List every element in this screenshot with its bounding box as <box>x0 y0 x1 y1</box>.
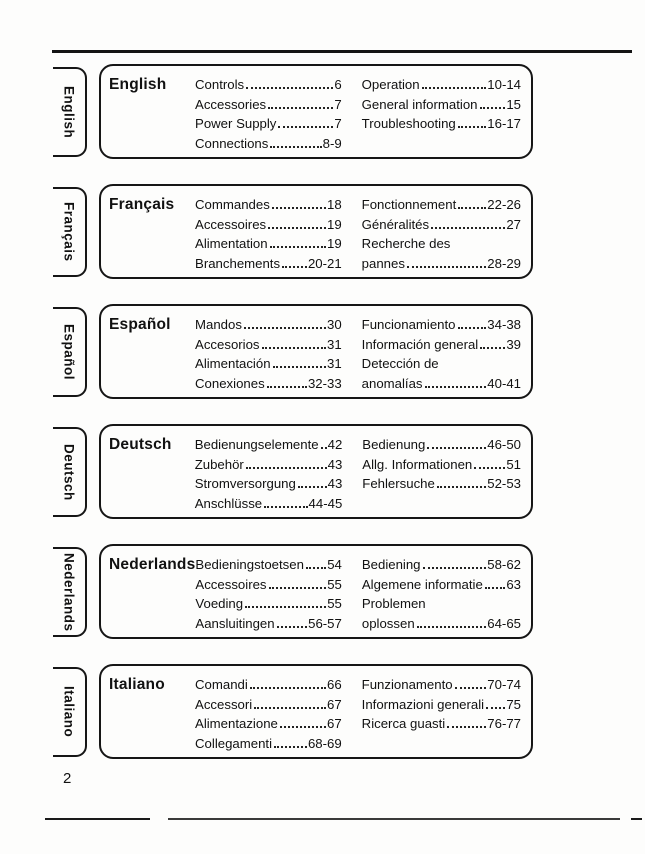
toc-entry-label: Comandi <box>195 677 248 692</box>
toc-entry-label: Power Supply <box>195 116 277 131</box>
toc-entry <box>362 455 521 475</box>
language-name: English <box>109 76 167 93</box>
toc-entry-page: 30 <box>327 317 342 332</box>
toc-entry-label: pannes <box>361 255 405 271</box>
toc-column-2 <box>362 315 521 397</box>
toc-entry-label: Alimentazione <box>195 716 278 731</box>
language-tab-espanol <box>53 307 87 397</box>
dotted-leader <box>431 227 505 229</box>
dotted-leader <box>268 107 333 109</box>
toc-entry <box>195 315 342 335</box>
dotted-leader <box>269 587 327 589</box>
toc-entry-page: 15 <box>506 96 522 112</box>
toc-column-1 <box>195 675 342 757</box>
toc-box-italiano <box>99 664 533 759</box>
toc-box-english <box>99 64 533 159</box>
toc-entry-page: 6 <box>334 77 342 92</box>
dotted-leader <box>423 567 487 569</box>
toc-column-2 <box>362 555 521 637</box>
toc-entry-page: 70-74 <box>487 677 522 692</box>
dotted-leader <box>458 126 487 128</box>
language-name: Français <box>109 196 175 213</box>
dotted-leader <box>417 626 487 628</box>
section-italiano <box>0 664 645 759</box>
dotted-leader <box>270 146 321 148</box>
language-name: Español <box>109 316 171 333</box>
dotted-leader <box>486 707 505 709</box>
toc-entry <box>195 75 342 95</box>
toc-entry-label: Accesorios <box>195 336 260 352</box>
toc-entry <box>195 474 343 494</box>
toc-entry-label: oplossen <box>361 615 415 631</box>
toc-entry-label: Alimentación <box>195 356 271 371</box>
toc-entry-label: Alimentation <box>195 236 268 251</box>
toc-entry-label: Controls <box>195 77 245 92</box>
page-number: 2 <box>63 770 72 787</box>
dotted-leader <box>427 447 486 449</box>
toc-entry <box>362 254 521 274</box>
dotted-leader <box>250 687 326 689</box>
dotted-leader <box>306 567 326 569</box>
toc-entry <box>362 675 521 695</box>
toc-entry <box>195 215 342 235</box>
dotted-leader <box>298 486 327 488</box>
toc-entry <box>362 335 521 355</box>
toc-entry <box>362 95 521 115</box>
toc-entry-label: Recherche des <box>361 236 451 251</box>
toc-entry <box>195 195 342 215</box>
toc-entry-label: Accessori <box>195 696 253 712</box>
dotted-leader <box>262 347 326 349</box>
toc-entry-label: General information <box>361 96 478 112</box>
toc-entry-page: 75 <box>506 696 522 712</box>
toc-entry <box>362 575 521 595</box>
toc-entry <box>362 474 521 494</box>
section-francais <box>0 184 645 279</box>
dotted-leader <box>480 107 506 109</box>
language-tab-label: Italiano <box>61 686 77 738</box>
dotted-leader <box>425 386 487 388</box>
language-tab-deutsch <box>53 427 87 517</box>
toc-entry-page: 20-21 <box>307 255 342 271</box>
dotted-leader <box>321 447 327 449</box>
dotted-leader <box>254 707 326 709</box>
toc-entry-page: 7 <box>334 116 342 131</box>
toc-entry <box>362 435 521 455</box>
toc-entry-label: Algemene informatie <box>361 576 483 592</box>
dotted-leader <box>246 87 333 89</box>
language-name: Deutsch <box>109 436 172 453</box>
toc-entry-page: 8-9 <box>322 135 342 151</box>
toc-entry-label: Funzionamento <box>361 677 453 692</box>
section-espanol <box>0 304 645 399</box>
dotted-leader <box>480 347 505 349</box>
toc-entry-label: Fehlersuche <box>362 476 435 491</box>
toc-column-1 <box>195 75 342 157</box>
toc-entry-page: 55 <box>327 596 342 611</box>
toc-entry-label: Informazioni generali <box>361 696 485 712</box>
dotted-leader <box>280 726 326 728</box>
toc-entry-label: Conexiones <box>195 375 265 391</box>
toc-entry-page: 67 <box>327 716 342 731</box>
bottom-rule-segment <box>168 818 620 820</box>
dotted-leader <box>278 126 333 128</box>
toc-entry <box>195 234 342 254</box>
toc-entry-page: 10-14 <box>487 77 522 92</box>
toc-entry <box>362 75 521 95</box>
dotted-leader <box>277 626 308 628</box>
toc-entry-label: Collegamenti <box>195 735 272 751</box>
dotted-leader <box>274 746 307 748</box>
dotted-leader <box>264 506 307 508</box>
language-tab-nederlands <box>53 547 87 637</box>
toc-entry-label: Detección de <box>361 356 439 371</box>
toc-entry <box>362 374 521 394</box>
toc-entry-page: 54 <box>327 557 342 572</box>
language-tab-label: Deutsch <box>61 443 77 501</box>
toc-entry-label: Anschlüsse <box>194 495 263 511</box>
toc-entry <box>362 614 521 634</box>
dotted-leader <box>447 726 486 728</box>
toc-entry-page: 31 <box>327 356 342 371</box>
section-english <box>0 64 645 159</box>
toc-box-espanol <box>99 304 533 399</box>
toc-entry-page: 39 <box>506 336 522 352</box>
toc-entry-label: Información general <box>361 336 479 352</box>
toc-entry-label: Mandos <box>195 317 242 332</box>
toc-entry-page: 51 <box>506 456 521 472</box>
toc-entry <box>362 315 521 335</box>
dotted-leader <box>246 467 327 469</box>
toc-entry-label: Aansluitingen <box>195 615 275 631</box>
toc-entry-label: Accessoires <box>195 576 267 592</box>
toc-entry <box>195 714 342 734</box>
toc-entry <box>195 254 342 274</box>
toc-entry-page: 44-45 <box>308 495 343 511</box>
toc-entry-page: 43 <box>327 456 343 472</box>
toc-entry <box>195 594 341 614</box>
toc-entry <box>362 594 521 614</box>
language-tab-label: Français <box>61 202 77 262</box>
dotted-leader <box>267 386 307 388</box>
toc-entry-label: Bediening <box>361 557 421 572</box>
bottom-rule-segment <box>631 818 642 820</box>
toc-entry-label: Funcionamiento <box>361 317 456 332</box>
toc-entry-page: 40-41 <box>487 375 522 391</box>
language-tab-label: Nederlands <box>61 552 77 632</box>
toc-box-francais <box>99 184 533 279</box>
dotted-leader <box>458 207 486 209</box>
toc-column-2 <box>362 435 521 517</box>
toc-entry <box>362 215 521 235</box>
toc-entry-label: Généralités <box>361 216 430 232</box>
toc-column-2 <box>362 75 521 157</box>
dotted-leader <box>485 587 506 589</box>
dotted-leader <box>270 246 326 248</box>
toc-entry-label: Voeding <box>195 596 244 611</box>
toc-entry <box>362 114 521 134</box>
toc-entry-page: 28-29 <box>487 255 522 271</box>
toc-box-deutsch <box>99 424 533 519</box>
toc-entry-page: 46-50 <box>487 437 521 452</box>
toc-entry-label: Problemen <box>361 596 426 611</box>
dotted-leader <box>268 227 326 229</box>
toc-entry-page: 34-38 <box>487 317 522 332</box>
dotted-leader <box>244 327 326 329</box>
dotted-leader <box>422 87 487 89</box>
toc-entry-label: Connections <box>195 135 269 151</box>
toc-entry-page: 27 <box>506 216 522 232</box>
toc-entry-label: Stromversorgung <box>194 476 296 491</box>
toc-entry-page: 32-33 <box>307 375 342 391</box>
language-tab-francais <box>53 187 87 277</box>
toc-entry-label: Bedieningstoetsen <box>195 557 304 572</box>
toc-column-1 <box>195 435 343 517</box>
toc-entry-page: 52-53 <box>487 476 521 491</box>
dotted-leader <box>273 366 326 368</box>
toc-column-1 <box>195 555 341 637</box>
toc-entry <box>195 95 342 115</box>
toc-column-2 <box>362 195 521 277</box>
toc-entry-page: 19 <box>327 236 342 251</box>
toc-entry <box>195 734 342 754</box>
toc-entry-page: 76-77 <box>487 716 522 731</box>
toc-entry <box>362 695 521 715</box>
section-nederlands <box>0 544 645 639</box>
toc-entry <box>195 555 341 575</box>
toc-column-1 <box>195 195 342 277</box>
toc-entry-label: Accessoires <box>195 216 267 232</box>
dotted-leader <box>272 207 326 209</box>
toc-entry-page: 56-57 <box>308 615 342 631</box>
dotted-leader <box>474 467 505 469</box>
language-tab-italiano <box>53 667 87 757</box>
toc-entry-page: 19 <box>327 216 342 232</box>
toc-entry <box>195 134 342 154</box>
toc-entry <box>362 195 521 215</box>
language-name: Italiano <box>109 676 165 693</box>
language-tab-english <box>53 67 87 157</box>
toc-entry-label: Bedienungselemente <box>194 437 319 452</box>
toc-column-1 <box>195 315 342 397</box>
toc-column-2 <box>362 675 521 757</box>
toc-entry-label: Branchements <box>195 255 281 271</box>
toc-entry-label: Fonctionnement <box>361 197 457 212</box>
toc-entry-page: 55 <box>327 576 342 592</box>
toc-entry-page: 7 <box>334 96 342 112</box>
language-tab-label: English <box>61 85 77 139</box>
toc-entry <box>195 114 342 134</box>
toc-entry <box>362 234 521 254</box>
toc-entry-page: 64-65 <box>487 615 521 631</box>
toc-entry-page: 66 <box>327 677 342 692</box>
toc-entry-label: Allg. Informationen <box>362 456 473 472</box>
toc-entry-page: 68-69 <box>307 735 342 751</box>
toc-entry <box>195 354 342 374</box>
dotted-leader <box>458 327 487 329</box>
toc-entry-label: Commandes <box>195 197 270 212</box>
language-name: Nederlands <box>109 556 196 573</box>
top-rule <box>52 50 632 53</box>
toc-entry-page: 22-26 <box>487 197 522 212</box>
bottom-rule-segment <box>45 818 150 820</box>
toc-entry-label: Ricerca guasti <box>361 716 446 731</box>
toc-entry-page: 16-17 <box>487 116 522 131</box>
toc-entry-label: Accessories <box>195 96 267 112</box>
dotted-leader <box>437 486 486 488</box>
toc-entry <box>195 695 342 715</box>
language-sections <box>0 64 645 784</box>
toc-entry-page: 31 <box>327 336 342 352</box>
toc-entry <box>195 494 343 514</box>
toc-entry-page: 67 <box>327 696 342 712</box>
toc-entry-page: 43 <box>327 476 343 491</box>
dotted-leader <box>407 266 486 268</box>
toc-entry <box>195 675 342 695</box>
toc-entry-page: 58-62 <box>487 557 521 572</box>
toc-entry-page: 18 <box>327 197 342 212</box>
toc-entry <box>195 614 341 634</box>
toc-entry-page: 63 <box>506 576 521 592</box>
section-deutsch <box>0 424 645 519</box>
toc-box-nederlands <box>99 544 533 639</box>
dotted-leader <box>245 606 326 608</box>
toc-entry-label: Bedienung <box>362 437 426 452</box>
language-tab-label: Español <box>61 323 77 380</box>
toc-entry <box>362 714 521 734</box>
toc-entry <box>195 575 341 595</box>
toc-entry-label: Zubehör <box>194 456 244 472</box>
toc-entry-label: Troubleshooting <box>361 116 456 131</box>
toc-entry <box>195 435 343 455</box>
toc-entry <box>362 354 521 374</box>
toc-entry-label: Operation <box>361 77 420 92</box>
toc-entry <box>195 455 343 475</box>
dotted-leader <box>455 687 487 689</box>
toc-entry-page: 42 <box>327 437 343 452</box>
toc-entry <box>195 374 342 394</box>
toc-entry <box>195 335 342 355</box>
dotted-leader <box>282 266 307 268</box>
toc-entry-label: anomalías <box>361 375 423 391</box>
toc-entry <box>362 555 521 575</box>
